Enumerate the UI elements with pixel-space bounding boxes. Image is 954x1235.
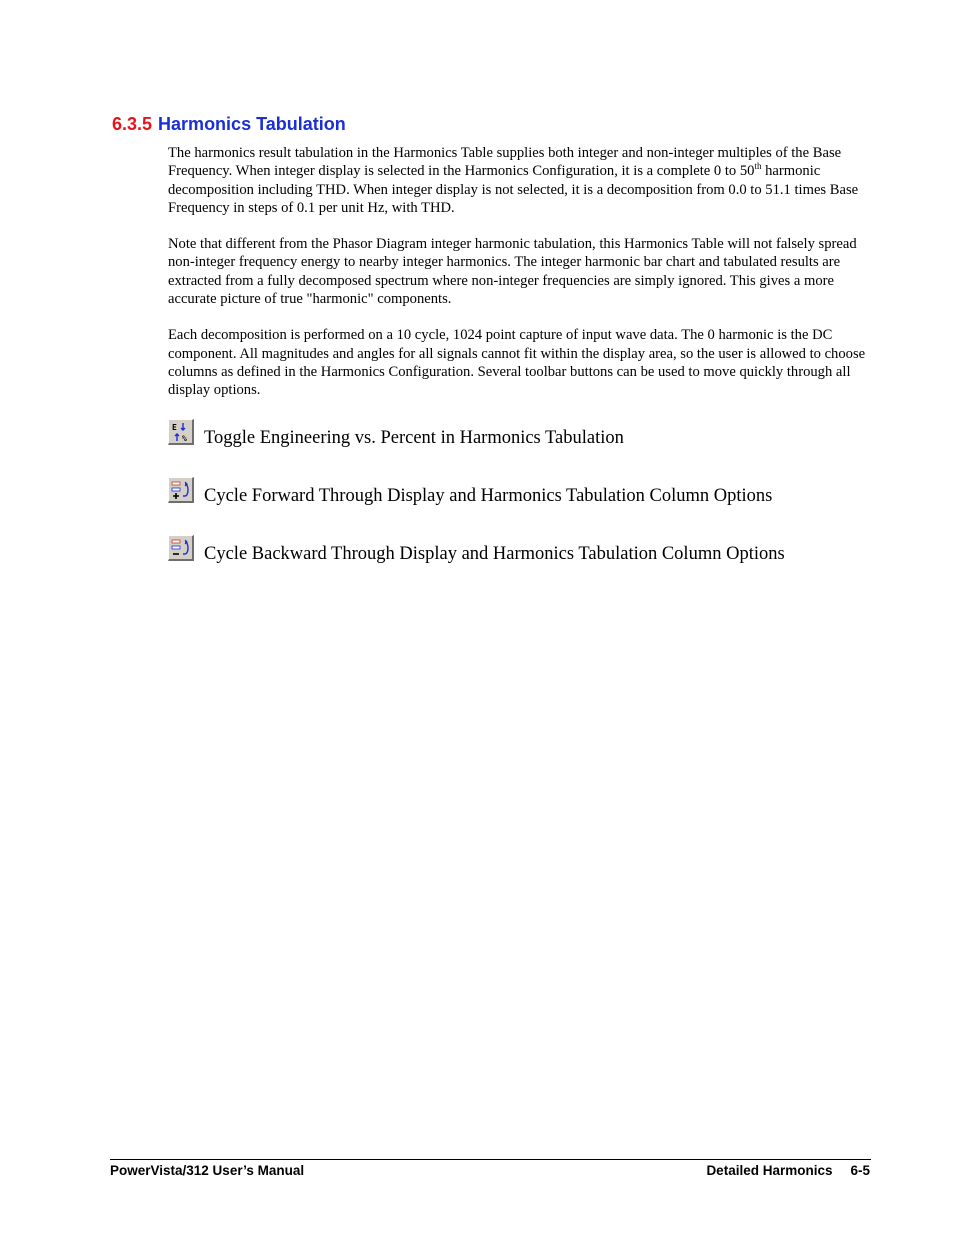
cycle-forward-label: Cycle Forward Through Display and Harmonics Tabulation Column Options: [204, 486, 773, 506]
svg-text:%: %: [182, 434, 187, 443]
footer-chapter: Detailed Harmonics: [706, 1163, 833, 1178]
paragraph-2: Note that different from the Phasor Diagram integer harmonic tabulation, this Harmonics Table will not falsely spread non-integer frequency energy to nearby integer harmonics. The integer harmonic bar chart and tabulated results are extracted from a fully decomposed spectrum where non-integer frequencies are simply ignored. This gives a more accurate picture of true "harmonic" components.: [168, 236, 857, 308]
cycle-forward-icon[interactable]: [168, 477, 194, 503]
footer-manual-title: PowerVista/312 User’s Manual: [110, 1163, 305, 1178]
toggle-engineering-label: Toggle Engineering vs. Percent in Harmonics Tabulation: [204, 428, 624, 448]
footer-page-number: 6-5: [850, 1163, 870, 1178]
footer-divider: [110, 1159, 871, 1160]
body-text: [168, 144, 873, 418]
cycle-backward-icon[interactable]: [168, 535, 194, 561]
superscript-th: th: [754, 161, 762, 172]
section-heading: [112, 112, 346, 136]
section-number: 6.3.5: [112, 114, 153, 134]
footer-chapter-page: [706, 1162, 870, 1180]
paragraph-1: The harmonics result tabulation in the Harmonics Table supplies both integer and non-integer multiples of the Base Frequency. When integer display is selected in the Harmonics Configuration, it is a complete 0 to 50th harmonic decomposition including THD. When integer display is not selected, it is a decomposition from 0.0 to 51.1 times Base Frequency in steps of 0.1 per unit Hz, with THD.: [168, 145, 859, 216]
engineering-percent-toggle-icon[interactable]: [168, 419, 194, 445]
svg-text:E: E: [172, 423, 177, 432]
section-title: Harmonics Tabulation: [158, 114, 346, 134]
paragraph-3: Each decomposition is performed on a 10 cycle, 1024 point capture of input wave data. The 0 harmonic is the DC component. All magnitudes and angles for all signals cannot fit within the display area, so the user is allowed to choose columns as defined in the Harmonics Configuration. Several toolbar buttons can be used to move quickly through all display options.: [168, 327, 866, 399]
cycle-backward-label: Cycle Backward Through Display and Harmonics Tabulation Column Options: [204, 544, 785, 564]
